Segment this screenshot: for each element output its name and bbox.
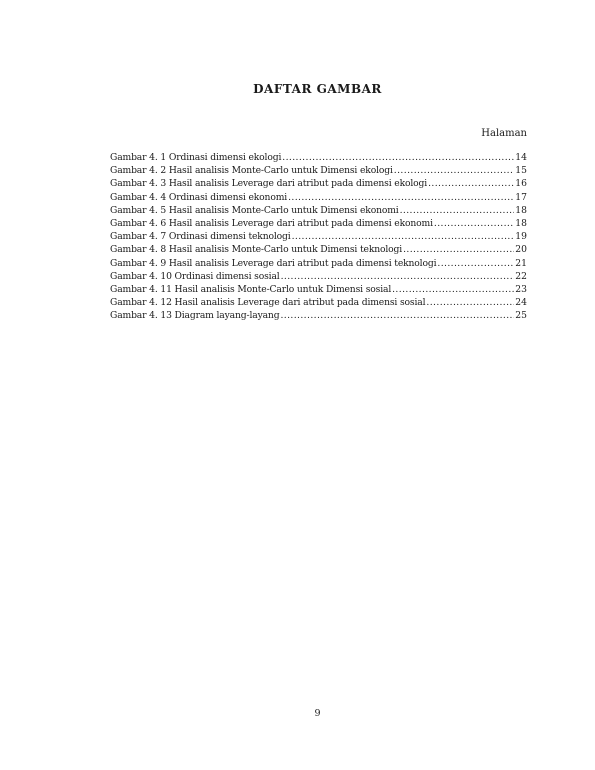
entry-page-number: 22: [515, 270, 527, 282]
entry-page-number: 18: [515, 217, 527, 229]
entry-label: Gambar 4. 5 Hasil analisis Monte-Carlo untuk Dimensi ekonomi: [110, 204, 399, 216]
entry-label: Gambar 4. 10 Ordinasi dimensi sosial: [110, 270, 280, 282]
entry-label: Gambar 4. 3 Hasil analisis Leverage dari atribut pada dimensi ekologi: [110, 178, 428, 190]
dot-leader: [394, 164, 515, 177]
list-item[interactable]: [110, 151, 527, 164]
page-title: DAFTAR GAMBAR: [253, 82, 382, 96]
entry-label: Gambar 4. 7 Ordinasi dimensi teknologi: [110, 231, 291, 243]
list-item[interactable]: [110, 230, 527, 243]
dot-leader: [426, 296, 514, 309]
entry-page-number: 18: [515, 204, 527, 216]
list-item[interactable]: [110, 177, 527, 190]
entry-page-number: 14: [515, 152, 527, 163]
dot-leader: [403, 243, 514, 256]
list-item[interactable]: [110, 191, 527, 204]
dot-leader: [428, 177, 514, 190]
list-item[interactable]: [110, 270, 527, 283]
entry-label: Gambar 4. 11 Hasil analisis Monte-Carlo untuk Dimensi sosial: [110, 283, 392, 295]
dot-leader: [292, 230, 515, 243]
list-item[interactable]: [110, 296, 527, 309]
dot-leader: [437, 257, 514, 270]
entry-label: Gambar 4. 1 Ordinasi dimensi ekologi: [110, 152, 282, 163]
entry-page-number: 25: [515, 310, 527, 322]
entry-page-number: 16: [515, 178, 527, 190]
entry-label: Gambar 4. 6 Hasil analisis Leverage dari atribut pada dimensi ekonomi: [110, 217, 433, 229]
dot-leader: [434, 217, 514, 230]
entry-page-number: 20: [515, 244, 527, 256]
list-item[interactable]: [110, 217, 527, 230]
dot-leader: [282, 151, 514, 164]
list-item[interactable]: [110, 164, 527, 177]
entry-page-number: 24: [515, 297, 527, 309]
page-number: 9: [314, 708, 321, 719]
entry-label: Gambar 4. 4 Ordinasi dimensi ekonomi: [110, 191, 288, 203]
list-item[interactable]: [110, 309, 527, 322]
entry-label: Gambar 4. 2 Hasil analisis Monte-Carlo untuk Dimensi ekologi: [110, 165, 393, 177]
list-item[interactable]: [110, 243, 527, 256]
list-item[interactable]: [110, 257, 527, 270]
dot-leader: [392, 283, 514, 296]
entry-page-number: 19: [515, 231, 527, 243]
entry-label: Gambar 4. 12 Hasil analisis Leverage dari atribut pada dimensi sosial: [110, 297, 426, 309]
page-column-header: Halaman: [481, 128, 527, 139]
dot-leader: [281, 270, 515, 283]
entry-page-number: 17: [515, 191, 527, 203]
entry-page-number: 21: [515, 257, 527, 269]
entry-label: Gambar 4. 8 Hasil analisis Monte-Carlo untuk Dimensi teknologi: [110, 244, 403, 256]
list-item[interactable]: [110, 283, 527, 296]
dot-leader: [280, 309, 514, 322]
dot-leader: [288, 191, 514, 204]
figure-list: [110, 151, 527, 322]
entry-label: Gambar 4. 9 Hasil analisis Leverage dari atribut pada dimensi teknologi: [110, 257, 437, 269]
entry-label: Gambar 4. 13 Diagram layang-layang: [110, 310, 280, 322]
entry-page-number: 23: [515, 283, 527, 295]
entry-page-number: 15: [515, 165, 527, 177]
dot-leader: [400, 204, 515, 217]
list-item[interactable]: [110, 204, 527, 217]
